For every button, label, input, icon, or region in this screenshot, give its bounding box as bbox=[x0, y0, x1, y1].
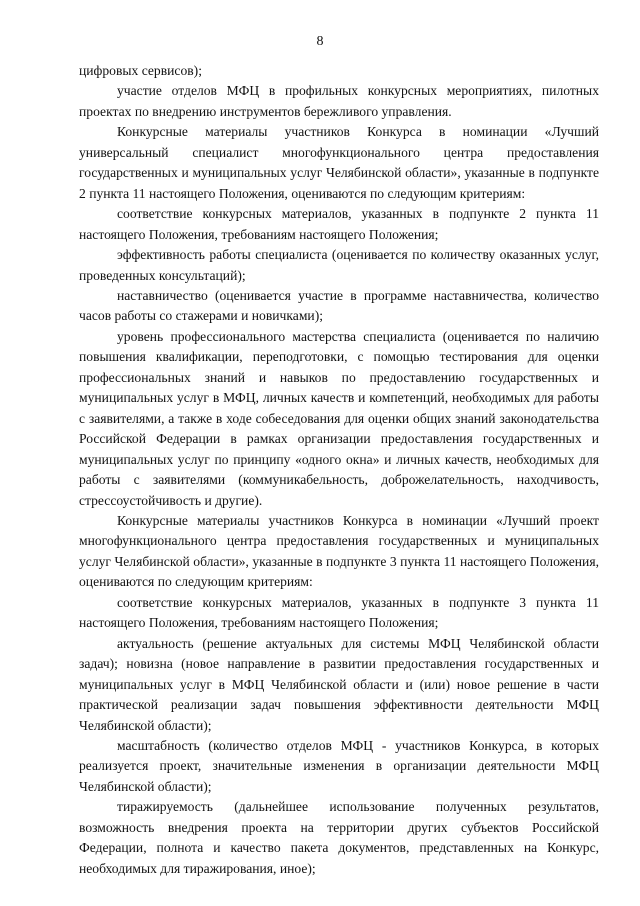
paragraph-continuation: цифровых сервисов); bbox=[79, 63, 202, 78]
criterion-mentoring: наставничество (оценивается участие в программе наставничества, количество часов работы со стажерами и новичками); bbox=[79, 287, 599, 324]
page-number: 8 bbox=[316, 34, 324, 49]
criterion-relevance-novelty: актуальность (решение актуальных для системы МФЦ Челябинской области задач); новизна (новое направление в развитии предоставления государственных и муниципальных услуг в МФЦ Челябинской области и (или) новое решение в части практической реализации задач повышения эффективности деятельности МФЦ Челябинской области); bbox=[79, 635, 599, 733]
criterion-scale: масштабность (количество отделов МФЦ - участников Конкурса, в которых реализуется проект, значительные изменения в организации деятельности МФЦ Челябинской области); bbox=[79, 737, 599, 794]
paragraph-specialist-nomination: Конкурсные материалы участников Конкурса в номинации «Лучший универсальный специалист многофункционального центра предоставления государственных и муниципальных услуг Челябинской области», указанные в подпункте 2 пункта 11 настоящего Положения, оцениваются по следующим критериям: bbox=[79, 124, 599, 201]
document-body bbox=[79, 61, 599, 879]
criterion-replicability: тиражируемость (дальнейшее использование полученных результатов, возможность внедрения проекта на территории других субъектов Российской Федерации, полнота и качество пакета документов, представленных на Конкурс, необходимых для тиражирования, иное); bbox=[79, 799, 599, 876]
criterion-materials-compliance: соответствие конкурсных материалов, указанных в подпункте 2 пункта 11 настоящего Положения, требованиям настоящего Положения; bbox=[79, 206, 599, 242]
criterion-project-materials-compliance: соответствие конкурсных материалов, указанных в подпункте 3 пункта 11 настоящего Положения, требованиям настоящего Положения; bbox=[79, 594, 599, 631]
criterion-professional-level: уровень профессионального мастерства специалиста (оценивается по наличию повышения квалификации, переподготовки, с помощью тестирования для оценки профессиональных знаний и навыков по предоставлению государственных и муниципальных услуг в МФЦ, личных качеств и компетенций, необходимых для работы с заявителями, а также в ходе собеседования для оценки общих знаний законодательства Российской Федерации в рамках организации предоставления государственных и муниципальных услуг по принципу «одного окна» и личных качеств, необходимых для работы с заявителями (коммуникабельность, доброжелательность, находчивость, стрессоустойчивость и другие). bbox=[79, 328, 599, 508]
criterion-efficiency: эффективность работы специалиста (оценивается по количеству оказанных услуг, проведенных консультаций); bbox=[79, 247, 599, 283]
paragraph-project-nomination: Конкурсные материалы участников Конкурса в номинации «Лучший проект многофункционального центра предоставления государственных и муниципальных услуг Челябинской области», указанные в подпункте 3 пункта 11 настоящего Положения, оцениваются по следующим критериям: bbox=[79, 512, 599, 590]
paragraph-mfc-participation: участие отделов МФЦ в профильных конкурсных мероприятиях, пилотных проектах по внедрению инструментов бережливого управления. bbox=[79, 83, 599, 119]
